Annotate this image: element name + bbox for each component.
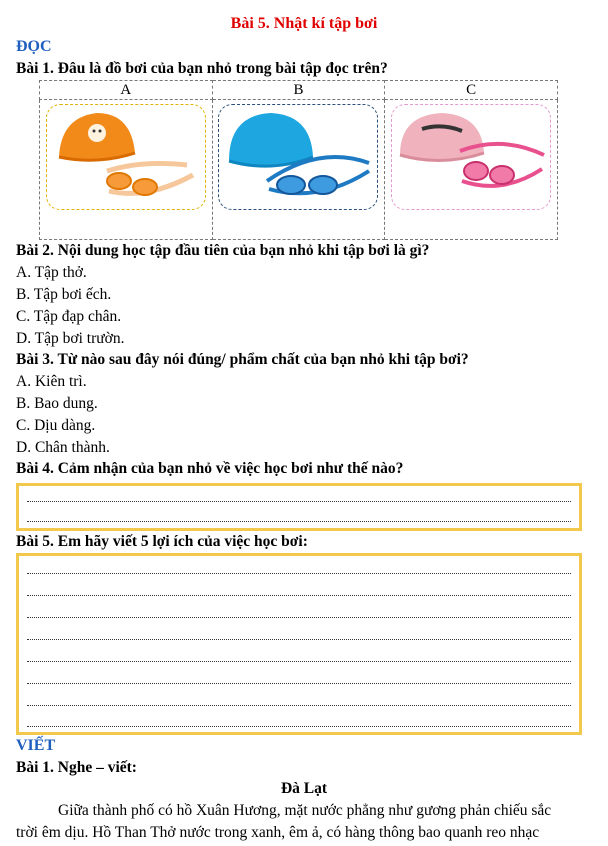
option-c-cell[interactable] <box>385 100 558 240</box>
question-4: Bài 4. Cảm nhận của bạn nhỏ về việc học bơi như thế nào? <box>16 460 404 477</box>
question-2: Bài 2. Nội dung học tập đầu tiên của bạn nhỏ khi tập bơi là gì? <box>16 242 430 259</box>
answer-line <box>27 639 571 640</box>
answer-line <box>27 617 571 618</box>
answer-images-table <box>39 80 558 240</box>
q2-option-d[interactable]: D. Tập bơi trườn. <box>16 330 125 347</box>
section-reading-heading: ĐỌC <box>16 38 52 55</box>
q2-option-b[interactable]: B. Tập bơi ếch. <box>16 286 112 303</box>
question-3: Bài 3. Từ nào sau đây nói đúng/ phẩm chất của bạn nhỏ khi tập bơi? <box>16 351 469 368</box>
pink-swim-cap-goggles-image[interactable] <box>391 104 551 210</box>
dictation-paragraph-line-1: Giữa thành phố có hồ Xuân Hương, mặt nước phẳng như gương phản chiếu sắc <box>58 802 552 819</box>
answer-line <box>27 705 571 706</box>
question-1: Bài 1. Đâu là đồ bơi của bạn nhỏ trong bài tập đọc trên? <box>16 60 388 77</box>
question-4-answer-box[interactable] <box>16 483 582 531</box>
q3-option-a[interactable]: A. Kiên trì. <box>16 373 87 390</box>
orange-swim-cap-goggles-image[interactable] <box>46 104 206 210</box>
column-header-a: A <box>40 81 213 100</box>
answer-line <box>27 683 571 684</box>
option-a-cell[interactable] <box>40 100 213 240</box>
option-b-cell[interactable] <box>212 100 385 240</box>
writing-exercise-1: Bài 1. Nghe – viết: <box>16 759 137 776</box>
answer-line <box>27 595 571 596</box>
q2-option-a[interactable]: A. Tập thở. <box>16 264 87 281</box>
answer-line <box>27 726 571 727</box>
answer-line <box>27 521 571 522</box>
q2-option-c[interactable]: C. Tập đạp chân. <box>16 308 122 325</box>
q3-option-d[interactable]: D. Chân thành. <box>16 439 110 456</box>
blue-swim-cap-goggles-image[interactable] <box>218 104 378 210</box>
column-header-b: B <box>212 81 385 100</box>
question-5: Bài 5. Em hãy viết 5 lợi ích của việc học bơi: <box>16 533 308 550</box>
answer-line <box>27 661 571 662</box>
q3-option-c[interactable]: C. Dịu dàng. <box>16 417 96 434</box>
dictation-title: Đà Lạt <box>280 780 328 797</box>
dictation-paragraph-line-2: trời êm dịu. Hồ Than Thở nước trong xanh, êm ả, có hàng thông bao quanh reo nhạc <box>16 824 540 841</box>
question-5-answer-box[interactable] <box>16 553 582 735</box>
answer-line <box>27 573 571 574</box>
page-title: Bài 5. Nhật kí tập bơi <box>230 15 378 32</box>
section-writing-heading: VIẾT <box>16 737 56 754</box>
answer-line <box>27 501 571 502</box>
column-header-c: C <box>385 81 558 100</box>
q3-option-b[interactable]: B. Bao dung. <box>16 395 98 412</box>
